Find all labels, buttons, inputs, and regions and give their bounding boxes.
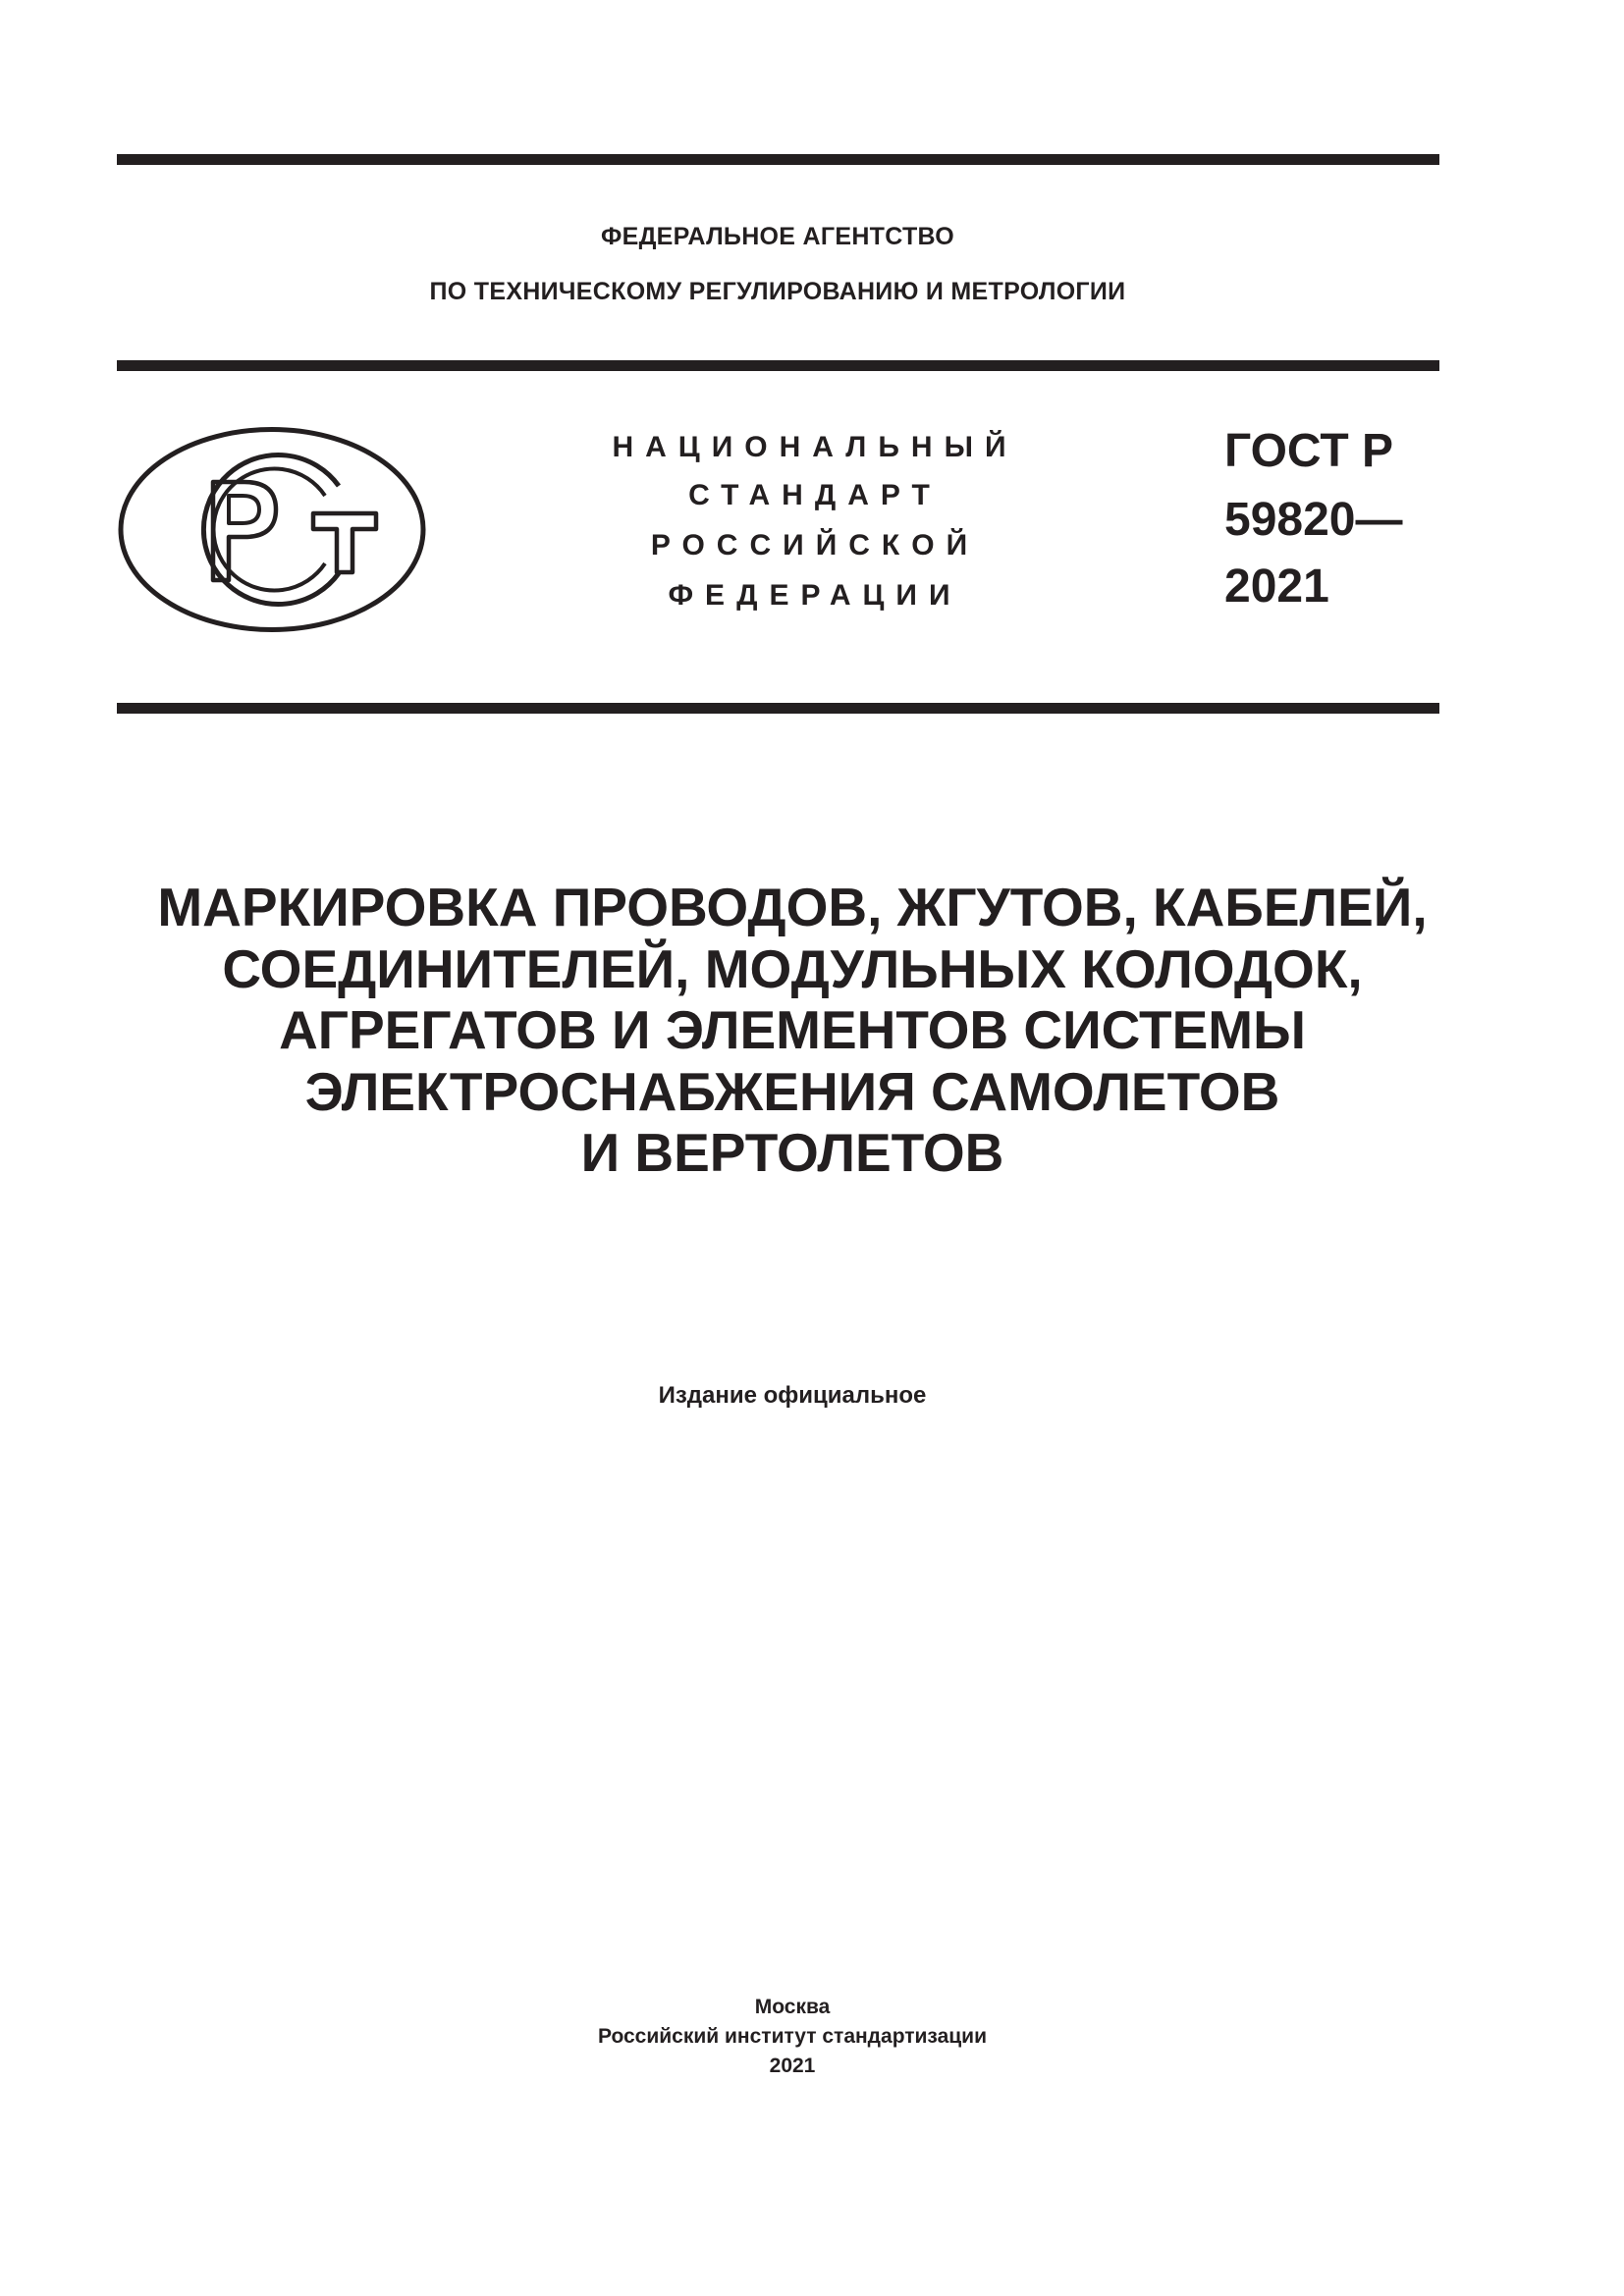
standard-type-line2: СТАНДАРТ [688, 479, 942, 511]
designation-line3: 2021 [1224, 561, 1329, 613]
designation-line1: ГОСТ Р [1224, 425, 1394, 477]
agency-name-line2: ПО ТЕХНИЧЕСКОМУ РЕГУЛИРОВАНИЮ И МЕТРОЛОГИИ [429, 278, 1126, 305]
title-line: СОЕДИНИТЕЛЕЙ, МОДУЛЬНЫХ КОЛОДОК, [222, 937, 1363, 999]
bottom-rule [117, 703, 1439, 714]
agency-name-line1: ФЕДЕРАЛЬНОЕ АГЕНТСТВО [600, 223, 955, 250]
document-title [0, 877, 1585, 1184]
title-line: ЭЛЕКТРОСНАБЖЕНИЯ САМОЛЕТОВ [304, 1060, 1280, 1122]
standard-type-line3: РОССИЙСКОЙ [650, 529, 980, 561]
title-line: АГРЕГАТОВ И ЭЛЕМЕНТОВ СИСТЕМЫ [279, 999, 1306, 1061]
imprint-city: Москва [754, 1996, 831, 2018]
edition-note: Издание официальное [658, 1382, 927, 1409]
top-rule [117, 154, 1439, 165]
title-line: И ВЕРТОЛЕТОВ [580, 1122, 1004, 1184]
title-line: МАРКИРОВКА ПРОВОДОВ, ЖГУТОВ, КАБЕЛЕЙ, [157, 877, 1428, 937]
imprint [0, 1993, 1585, 2081]
imprint-publisher: Российский институт стандартизации [597, 2025, 988, 2048]
middle-rule [117, 360, 1439, 371]
rst-conformity-mark-icon [117, 425, 427, 634]
standard-type-line1: НАЦИОНАЛЬНЫЙ [612, 431, 1018, 463]
imprint-year: 2021 [769, 2055, 816, 2077]
standard-type-line4: ФЕДЕРАЦИИ [668, 579, 962, 612]
designation-line2: 59820— [1224, 494, 1403, 546]
